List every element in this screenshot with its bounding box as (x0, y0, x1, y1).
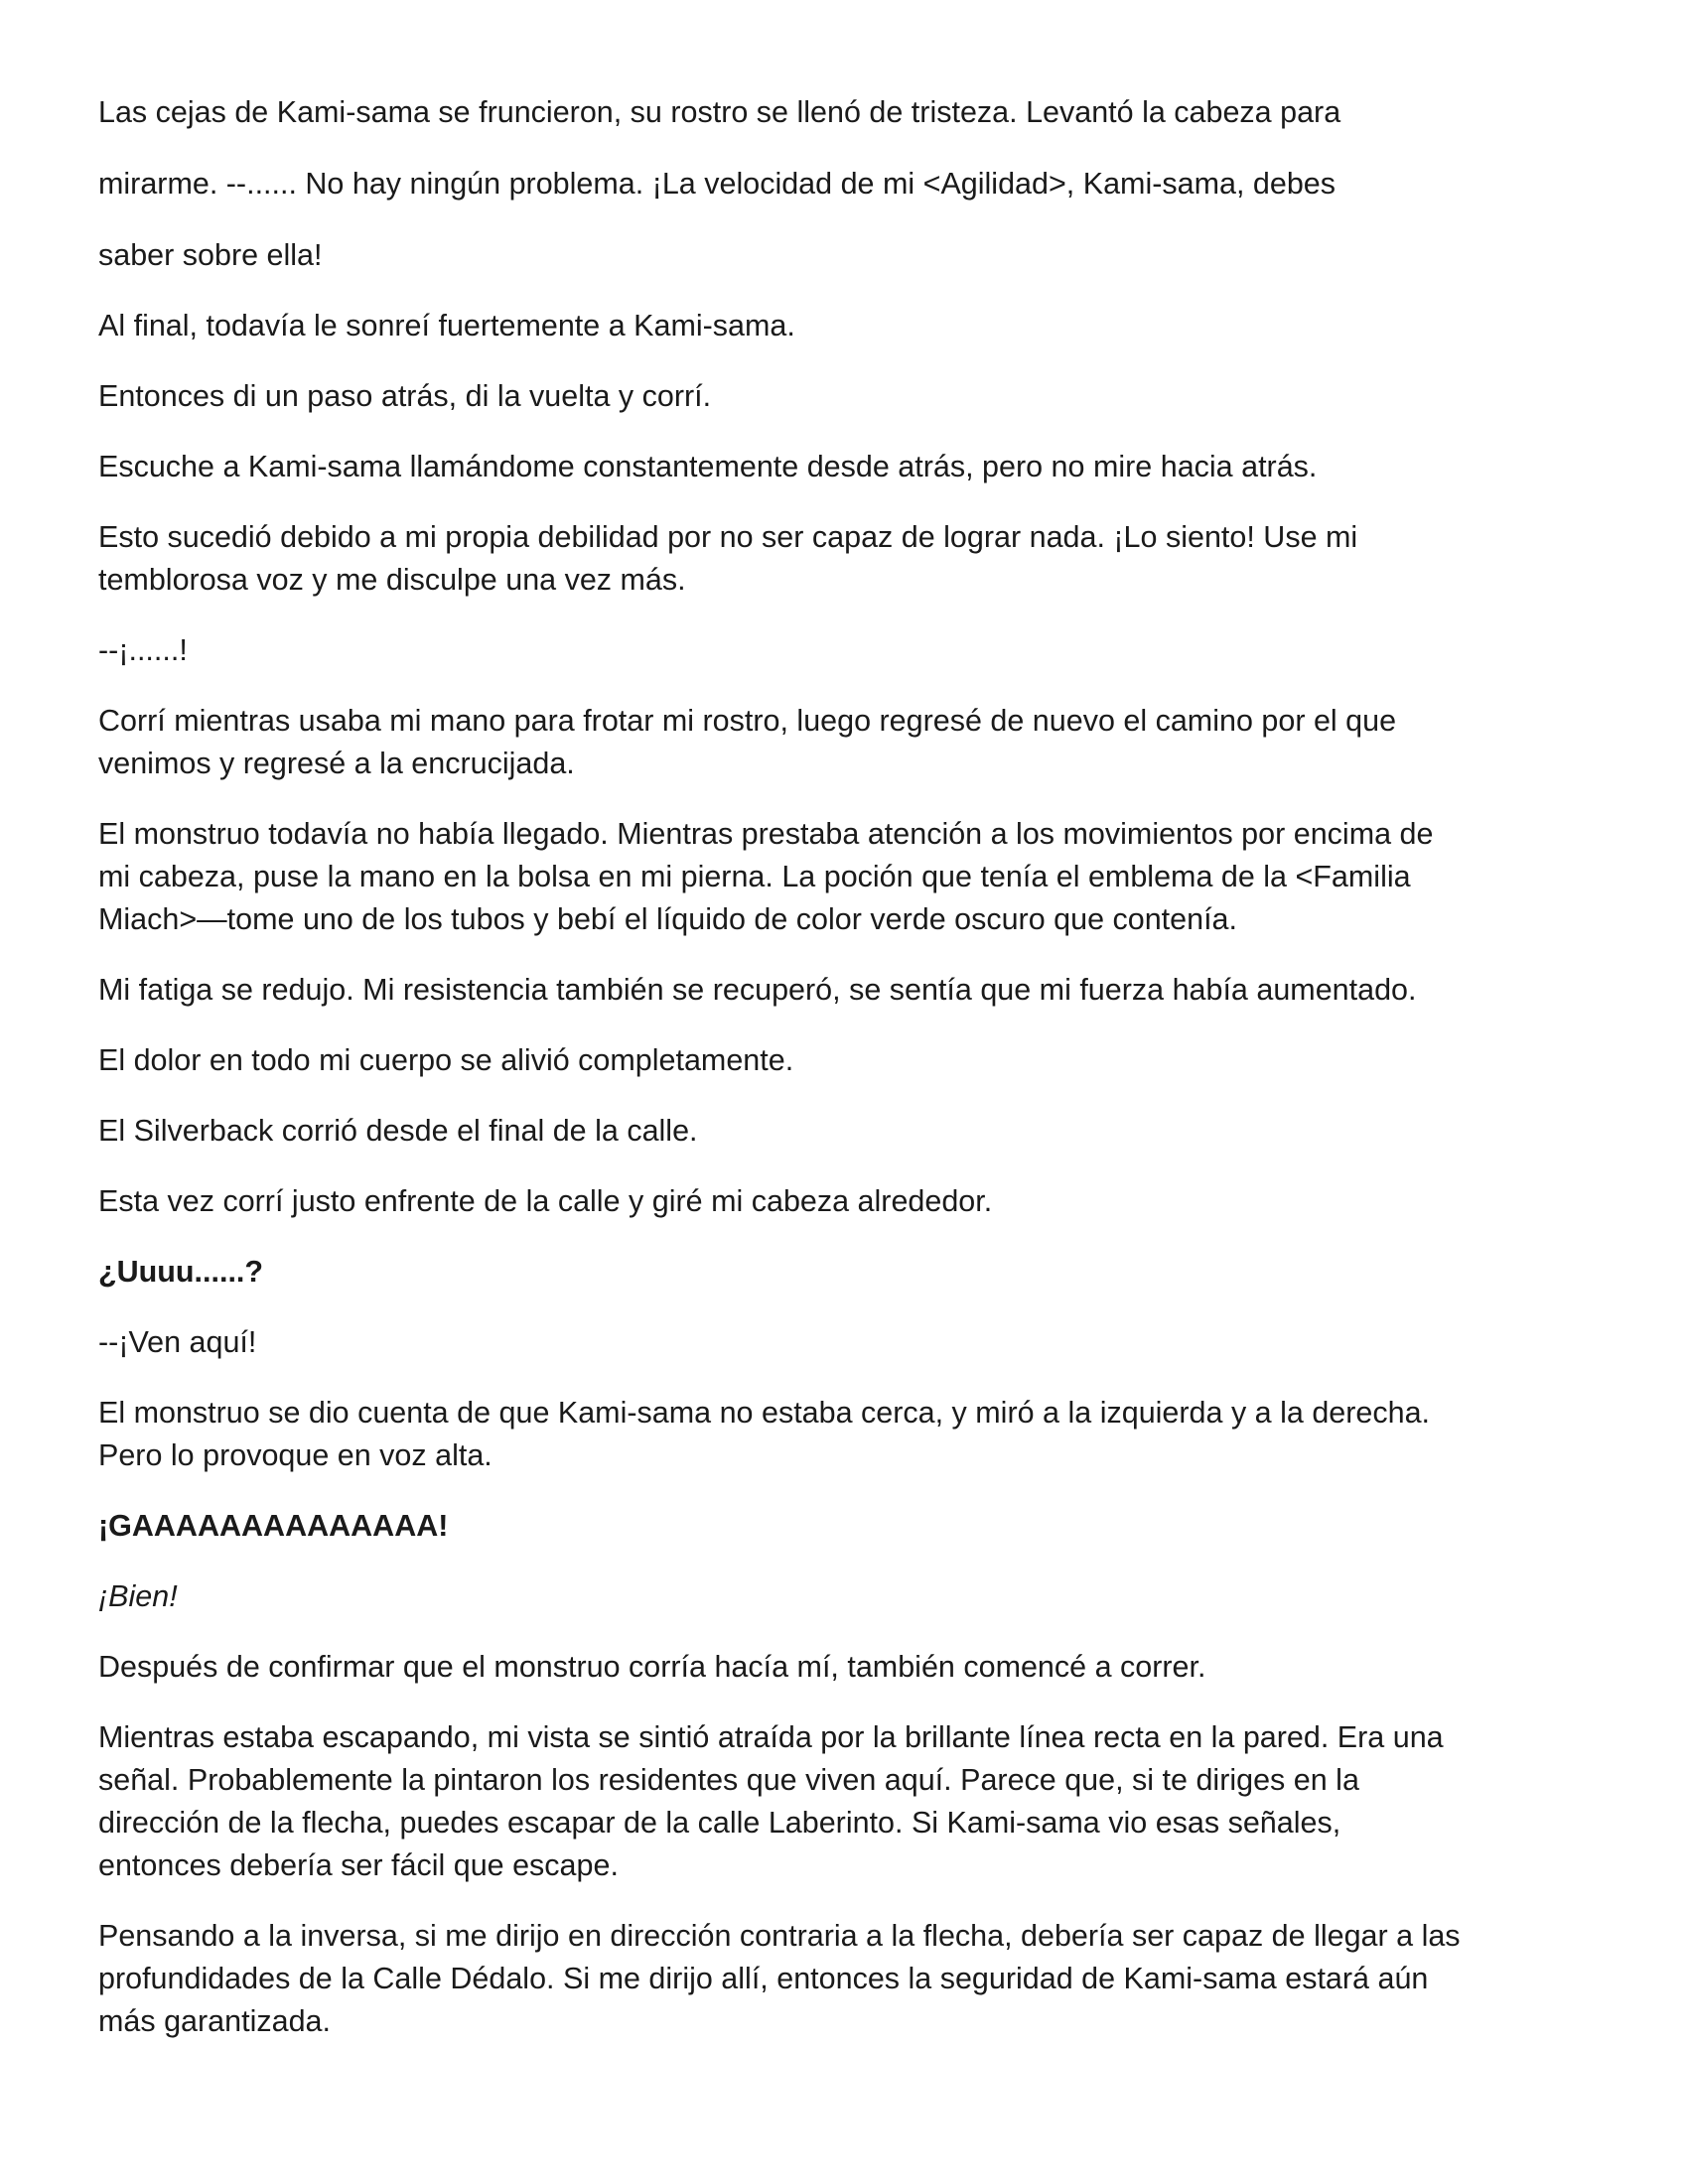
paragraph-line: El monstruo todavía no había llegado. Mientras prestaba atención a los movimientos por encima de (98, 817, 1434, 851)
paragraph (98, 700, 1608, 785)
paragraph-line: Miach>—tome uno de los tubos y bebí el líquido de color verde oscuro que contenía. (98, 902, 1237, 936)
paragraph (98, 1392, 1608, 1477)
paragraph-line: Corrí mientras usaba mi mano para frotar mi rostro, luego regresé de nuevo el camino por el que (98, 704, 1397, 738)
paragraph: Las cejas de Kami-sama se fruncieron, su rostro se llenó de tristeza. Levantó la cabeza para (98, 95, 1341, 129)
paragraph-line: más garantizada. (98, 2004, 331, 2038)
paragraph-line: Pero lo provoque en voz alta. (98, 1438, 492, 1472)
paragraph: --¡Ven aquí! (98, 1325, 257, 1359)
paragraph: Escuche a Kami-sama llamándome constantemente desde atrás, pero no mire hacia atrás. (98, 450, 1318, 483)
paragraph: ¡GAAAAAAAAAAAAAA! (98, 1509, 449, 1543)
paragraph-line: venimos y regresé a la encrucijada. (98, 747, 575, 780)
paragraph-line: entonces debería ser fácil que escape. (98, 1848, 619, 1882)
paragraph: El Silverback corrió desde el final de la calle. (98, 1114, 698, 1148)
document-page (98, 91, 1608, 2043)
paragraph: El dolor en todo mi cuerpo se alivió completamente. (98, 1043, 794, 1077)
paragraph: Entonces di un paso atrás, di la vuelta y corrí. (98, 379, 712, 413)
paragraph (98, 813, 1608, 941)
paragraph: --¡......! (98, 633, 188, 667)
paragraph: ¡Bien! (98, 1579, 178, 1613)
paragraph-line: profundidades de la Calle Dédalo. Si me dirijo allí, entonces la seguridad de Kami-sama estará aún (98, 1962, 1429, 1995)
paragraph: Esta vez corrí justo enfrente de la calle y giré mi cabeza alrededor. (98, 1184, 993, 1218)
paragraph: Al final, todavía le sonreí fuertemente a Kami-sama. (98, 309, 795, 342)
paragraph-line: dirección de la flecha, puedes escapar de la calle Laberinto. Si Kami-sama vio esas señales, (98, 1806, 1341, 1840)
paragraph: Mi fatiga se redujo. Mi resistencia también se recuperó, se sentía que mi fuerza había aumentado. (98, 973, 1417, 1007)
paragraph-line: mi cabeza, puse la mano en la bolsa en mi pierna. La poción que tenía el emblema de la <Familia (98, 860, 1411, 893)
paragraph (98, 1915, 1608, 2043)
paragraph: ¿Uuuu......? (98, 1255, 264, 1289)
paragraph (98, 1716, 1608, 1887)
paragraph-line: Esto sucedió debido a mi propia debilidad por no ser capaz de lograr nada. ¡Lo siento! Use mi (98, 520, 1358, 554)
paragraph-line: Mientras estaba escapando, mi vista se sintió atraída por la brillante línea recta en la pared. Era una (98, 1720, 1444, 1754)
paragraph-line: El monstruo se dio cuenta de que Kami-sama no estaba cerca, y miró a la izquierda y a la derecha. (98, 1396, 1431, 1430)
paragraph (98, 516, 1608, 602)
paragraph: Después de confirmar que el monstruo corría hacía mí, también comencé a correr. (98, 1650, 1206, 1684)
paragraph-line: temblorosa voz y me disculpe una vez más. (98, 563, 686, 597)
paragraph-line: señal. Probablemente la pintaron los residentes que viven aquí. Parece que, si te diriges en la (98, 1763, 1359, 1797)
paragraph-line: Pensando a la inversa, si me dirijo en dirección contraria a la flecha, debería ser capaz de llegar a las (98, 1919, 1461, 1953)
paragraph: mirarme. --...... No hay ningún problema. ¡La velocidad de mi <Agilidad>, Kami-sama, debes (98, 167, 1336, 201)
paragraph: saber sobre ella! (98, 238, 323, 272)
